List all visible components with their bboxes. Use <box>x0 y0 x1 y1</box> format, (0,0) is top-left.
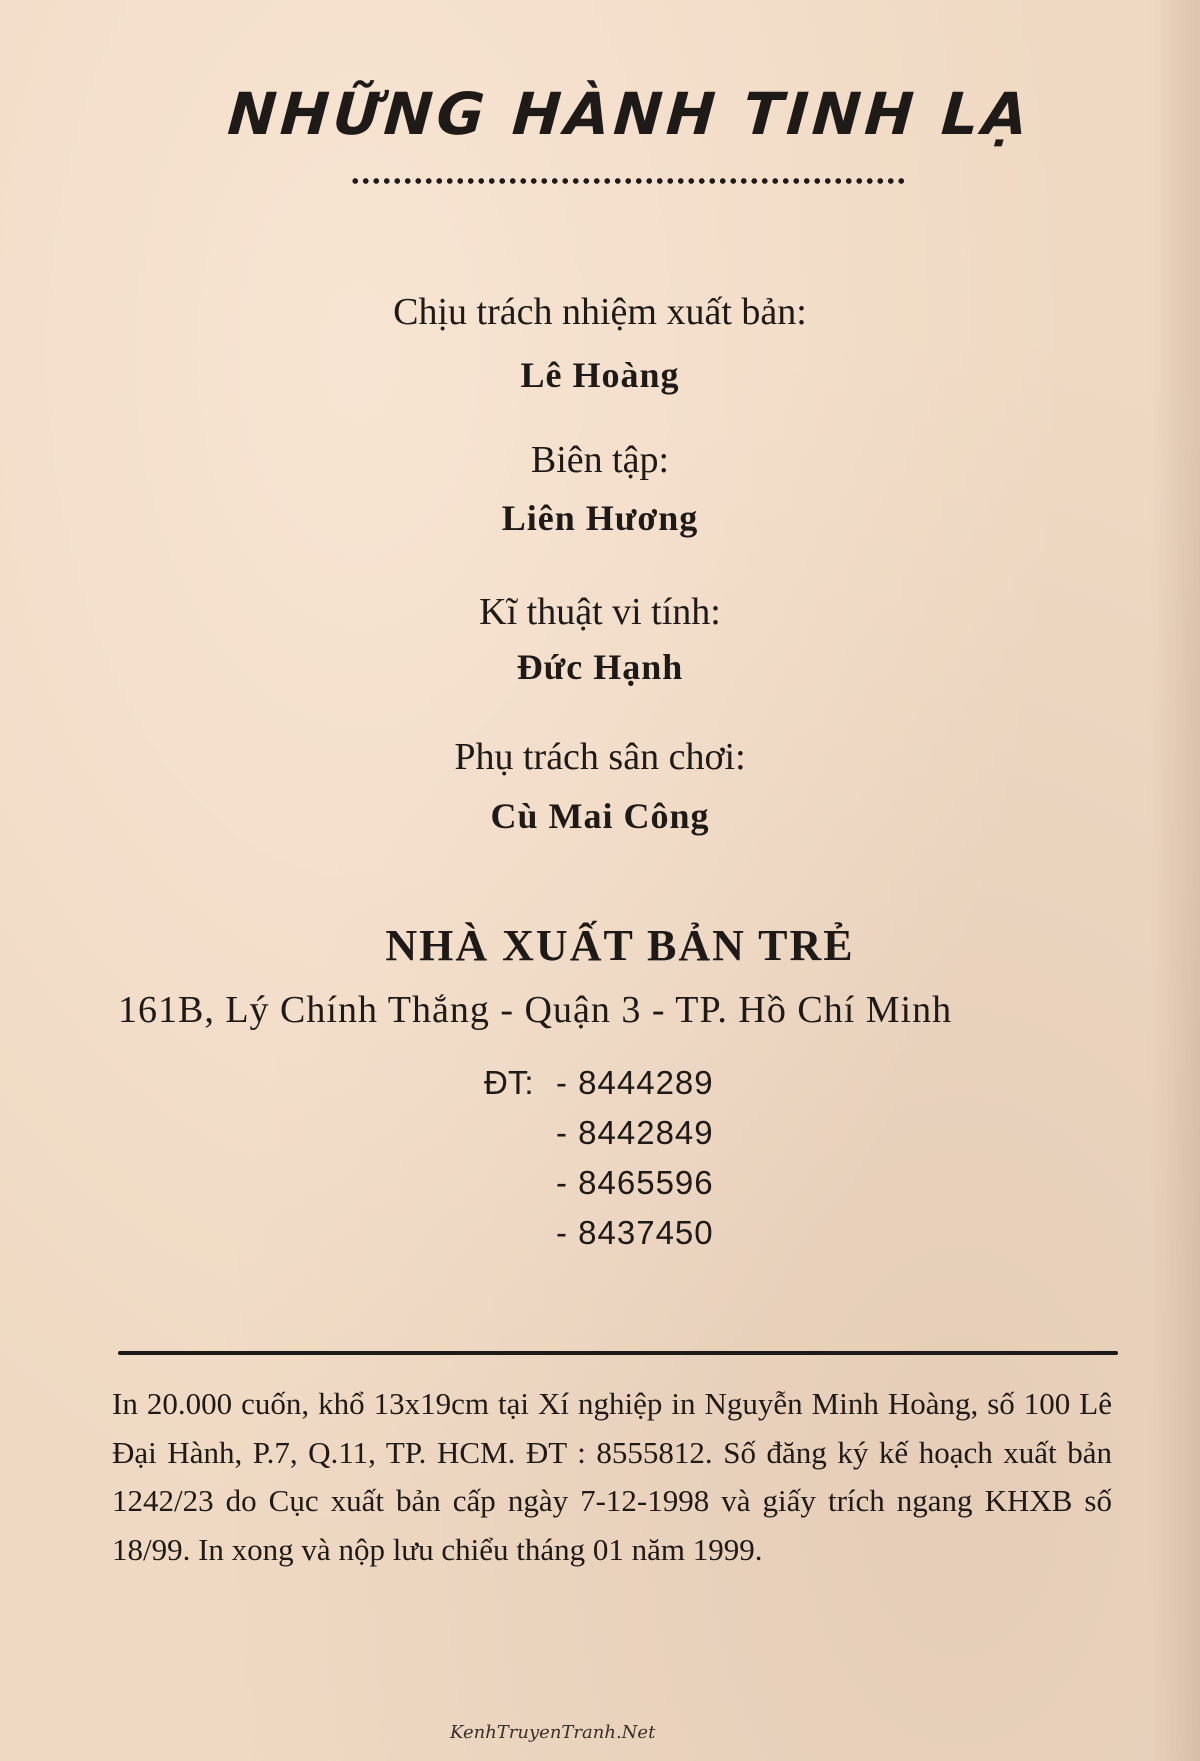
credit-label-publisher-responsible: Chịu trách nhiệm xuất bản: <box>393 291 807 333</box>
publisher-address: 161B, Lý Chính Thắng - Quận 3 - TP. Hồ Chí Minh <box>118 989 953 1031</box>
colophon-divider <box>118 1351 1118 1355</box>
credit-name-computer-tech: Đức Hạnh <box>516 647 684 687</box>
credit-name-publisher-responsible: Lê Hoàng <box>520 355 680 395</box>
credit-name-editor: Liên Hương <box>501 498 699 538</box>
colophon-text: In 20.000 cuốn, khổ 13x19cm tại Xí nghiệp in Nguyễn Minh Hoàng, số 100 Lê Đại Hành, P.7, Q.11, TP. HCM. ĐT : 8555812. Số đăng ký kế hoạch xuất bản 1242/23 do Cục xuất bản cấp ngày 7-12-1998 và giấy trích ngang KHXB số 18/99. In xong và nộp lưu chiểu tháng 01 năm 1999. <box>112 1386 1112 1567</box>
credit-label-computer-tech: Kĩ thuật vi tính: <box>479 591 721 633</box>
publisher-name: NHÀ XUẤT BẢN TRẺ <box>385 921 855 970</box>
credit-label-editor: Biên tập: <box>530 439 670 481</box>
page-edge-shadow <box>1150 0 1200 1761</box>
phone-number: - 8442849 <box>556 1114 714 1151</box>
phone-number: - 8437450 <box>556 1214 714 1251</box>
phone-label: ĐT: <box>484 1064 534 1101</box>
credit-label-playground: Phụ trách sân chơi: <box>454 736 746 778</box>
credit-name-playground: Cù Mai Công <box>490 796 710 836</box>
dotted-divider <box>350 176 905 186</box>
watermark: KenhTruyenTranh.Net <box>450 1722 656 1743</box>
phone-number: - 8465596 <box>556 1164 714 1201</box>
phone-number: - 8444289 <box>556 1064 714 1101</box>
book-title: NHỮNG HÀNH TINH LẠ <box>225 80 1034 148</box>
